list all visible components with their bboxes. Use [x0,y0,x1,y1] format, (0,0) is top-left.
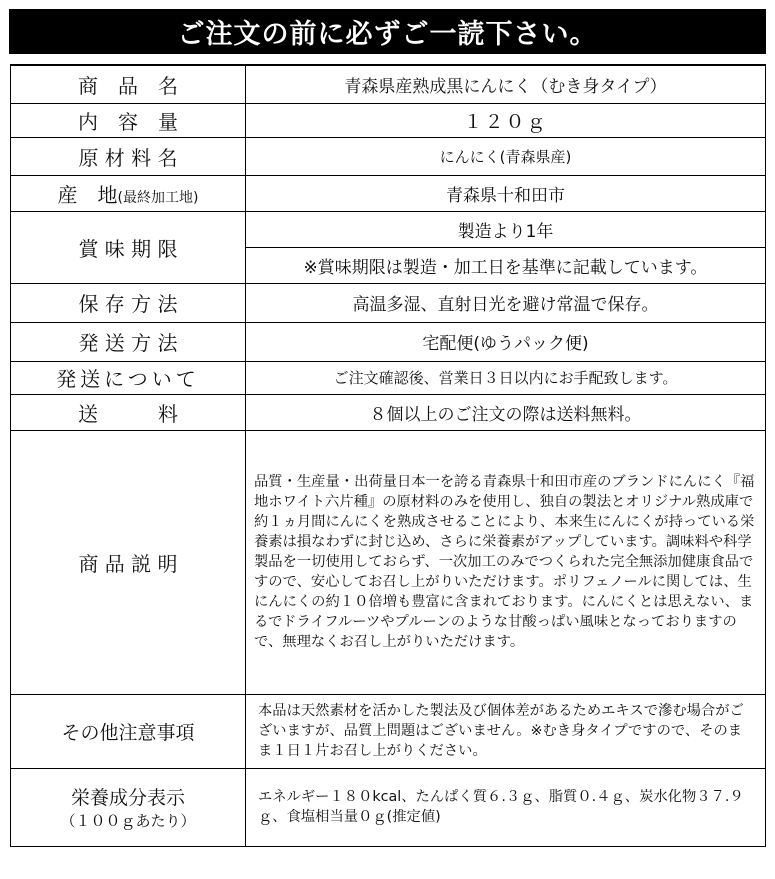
value-expiry-note: ※賞味期限は製造・加工日を基準に記載しています。 [246,247,766,283]
notice-banner: ご注文の前に必ずご一読下さい。 [9,9,766,54]
value-content: １２０ｇ [246,103,766,137]
label-nutrition [11,768,246,846]
label-origin-main: 産 地 [57,182,118,207]
product-spec-table [10,64,766,847]
value-notes: 本品は天然素材を活かした製法及び個体差があるためエキスで滲む場合がございますが、品質上問題はございません。※むき身タイプですので、そのまま１日１片お召し上がりください。 [246,694,766,768]
label-delivery: 発 送 方 法 [11,322,246,361]
table-row [11,768,766,846]
label-storage: 保 存 方 法 [11,283,246,322]
table-row [11,137,766,175]
label-material: 原 材 料 名 [11,137,246,175]
value-product-name: 青森県産熟成黒にんにく（むき身タイプ） [246,65,766,103]
table-row [11,103,766,137]
table-row [11,394,766,430]
label-expiry: 賞 味 期 限 [11,211,246,283]
table-row [11,283,766,322]
value-shipping-about: ご注文確認後、営業日３日以内にお手配致します。 [246,361,766,394]
value-origin: 青森県十和田市 [246,175,766,211]
label-content: 内 容 量 [11,103,246,137]
label-origin-sub: (最終加工地) [117,189,199,206]
table-row [11,211,766,247]
table-row [11,322,766,361]
value-description: 品質・生産量・出荷量日本一を誇る青森県十和田市産のブランドにんにく『福地ホワイト六片種』の原材料のみを使用し、独自の製法とオリジナル熟成庫で約１ヵ月間にんにくを熟成させることにより、本来生にんにくが持っている栄養素は損なわずに封じ込め、さらに栄養素がアップしています。調味料や科学製品を一切使用しておらず、一次加工のみでつくられた完全無添加健康食品ですので、安心してお召し上がりいただけます。ポリフェノールに関しては、生にんにくの約１０倍増も豊富に含まれております。にんにくとは思えない、まるでドライフルーツやプルーンのような甘酸っぱい風味となっておりますので、無理なくお召し上がりいただけます。 [246,430,766,694]
value-delivery: 宅配便(ゆうパック便) [246,322,766,361]
value-storage: 高温多湿、直射日光を避け常温で保存。 [246,283,766,322]
table-row [11,430,766,694]
label-notes: その他注意事項 [11,694,246,768]
table-row [11,65,766,103]
label-postage: 送 料 [11,394,246,430]
value-material: にんにく(青森県産) [246,137,766,175]
value-expiry: 製造より1年 [246,211,766,247]
label-description: 商 品 説 明 [11,430,246,694]
value-nutrition: エネルギー１８０kcal、たんぱく質６.３ｇ、脂質０.４ｇ、炭水化物３７.９ｇ、食塩相当量０ｇ(推定値) [246,768,766,846]
label-shipping-about: 発送について [11,361,246,394]
label-product-name: 商 品 名 [11,65,246,103]
table-row [11,175,766,211]
label-nutrition-sub: （１００ｇあたり） [60,812,196,830]
label-origin [11,175,246,211]
value-postage: ８個以上のご注文の際は送料無料。 [246,394,766,430]
table-row [11,694,766,768]
table-row [11,361,766,394]
label-nutrition-main: 栄養成分表示 [70,787,185,809]
